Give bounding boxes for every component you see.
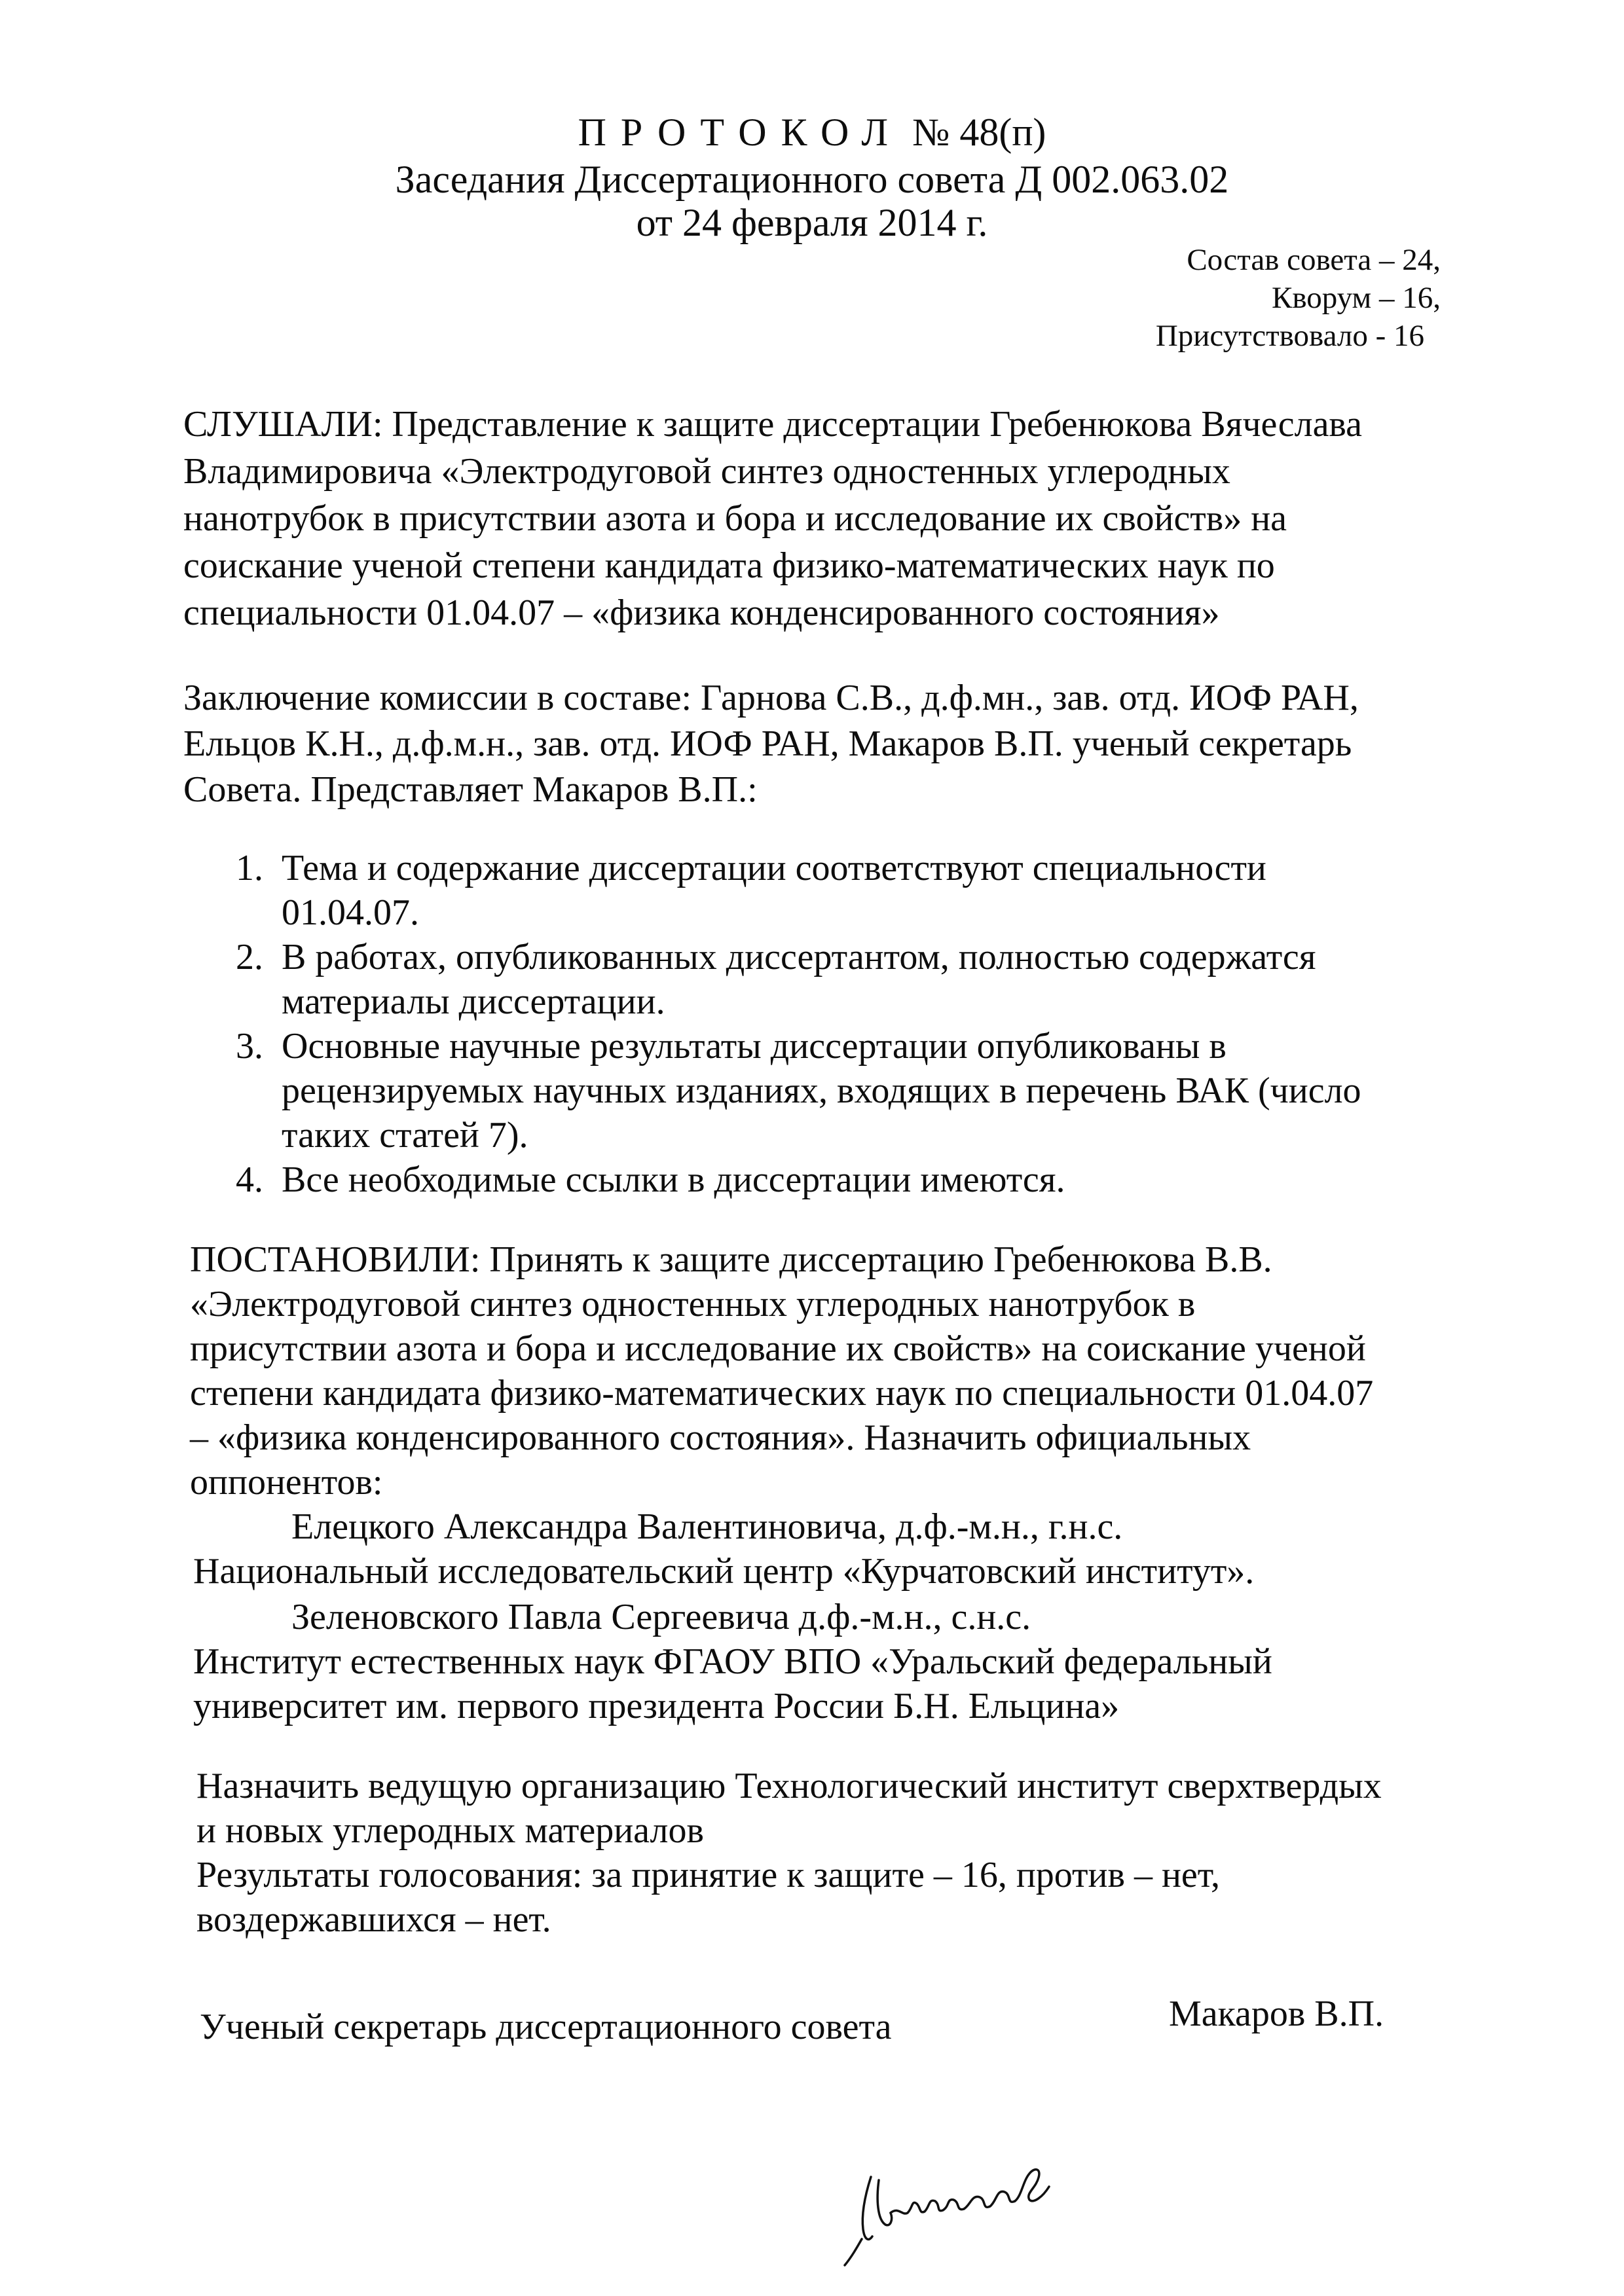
list-item-line: 01.04.07. [282, 892, 419, 933]
opponent-1-name: Елецкого Александра Валентиновича, д.ф.-м.н., г.н.с. [291, 1506, 1123, 1547]
handwritten-signature [825, 2108, 1100, 2278]
heard-line: Владимировича «Электродуговой синтез одностенных углеродных [183, 451, 1230, 492]
council-quorum: Кворум – 16, [1272, 281, 1441, 315]
list-item-number: 1. [236, 848, 263, 888]
protocol-date: от 24 февраля 2014 г. [636, 201, 988, 244]
secretary-role: Ученый секретарь диссертационного совета [200, 2007, 892, 2047]
opponent-2-name: Зеленовского Павла Сергеевича д.ф.-м.н., с.н.с. [291, 1597, 1031, 1637]
heard-line: СЛУШАЛИ: Представление к защите диссертации Гребенюкова Вячеслава [183, 404, 1362, 445]
resolved-line: присутствии азота и бора и исследование их свойств» на соискание ученой [190, 1328, 1366, 1369]
list-item-number: 4. [236, 1159, 263, 1200]
vote-line: воздержавшихся – нет. [196, 1899, 551, 1940]
list-item-line: таких статей 7). [282, 1115, 528, 1156]
list-item-line: Тема и содержание диссертации соответствуют специальности [282, 848, 1266, 888]
heard-line: нанотрубок в присутствии азота и бора и исследование их свойств» на [183, 498, 1287, 539]
heard-line: соискание ученой степени кандидата физико-математических наук по [183, 545, 1275, 586]
protocol-subtitle: Заседания Диссертационного совета Д 002.063.02 [395, 158, 1229, 201]
list-item-line: Основные научные результаты диссертации опубликованы в [282, 1026, 1227, 1066]
list-item-line: материалы диссертации. [282, 981, 665, 1022]
secretary-name: Макаров В.П. [1169, 1994, 1384, 2034]
vote-line: Результаты голосования: за принятие к защите – 16, против – нет, [196, 1855, 1221, 1895]
commission-line: Ельцов К.Н., д.ф.м.н., зав. отд. ИОФ РАН, Макаров В.П. ученый секретарь [183, 723, 1352, 764]
council-present: Присутствовало - 16 [1155, 319, 1424, 353]
list-item-number: 2. [236, 937, 263, 977]
resolved-line: степени кандидата физико-математических наук по специальности 01.04.07 [190, 1373, 1374, 1413]
protocol-title [0, 110, 1624, 155]
resolved-line: «Электродуговой синтез одностенных углеродных нанотрубок в [190, 1284, 1196, 1324]
commission-line: Заключение комиссии в составе: Гарнова С.В., д.ф.мн., зав. отд. ИОФ РАН, [183, 678, 1359, 718]
list-item-line: В работах, опубликованных диссертантом, полностью содержатся [282, 937, 1316, 977]
protocol-word: ПРОТОКОЛ [578, 111, 903, 154]
opponent-2-org-line: университет им. первого президента России Б.Н. Ельцина» [193, 1686, 1120, 1726]
heard-line: специальности 01.04.07 – «физика конденсированного состояния» [183, 592, 1220, 633]
opponent-1-org: Национальный исследовательский центр «Курчатовский институт». [193, 1551, 1255, 1592]
council-composition: Состав совета – 24, [1187, 243, 1441, 277]
opponent-2-org-line: Институт естественных наук ФГАОУ ВПО «Уральский федеральный [193, 1641, 1272, 1682]
lead-org-line: и новых углеродных материалов [196, 1810, 704, 1851]
commission-line: Совета. Представляет Макаров В.П.: [183, 769, 758, 810]
lead-org-line: Назначить ведущую организацию Технологический институт сверхтвердых [196, 1766, 1382, 1806]
resolved-line: оппонентов: [190, 1462, 383, 1503]
list-item-line: рецензируемых научных изданиях, входящих в перечень ВАК (число [282, 1070, 1361, 1111]
list-item-number: 3. [236, 1026, 263, 1066]
protocol-number: № 48(п) [912, 111, 1046, 154]
resolved-line: – «физика конденсированного состояния». Назначить официальных [190, 1417, 1251, 1458]
list-item-line: Все необходимые ссылки в диссертации имеются. [282, 1159, 1065, 1200]
resolved-line: ПОСТАНОВИЛИ: Принять к защите диссертацию Гребенюкова В.В. [190, 1239, 1272, 1280]
